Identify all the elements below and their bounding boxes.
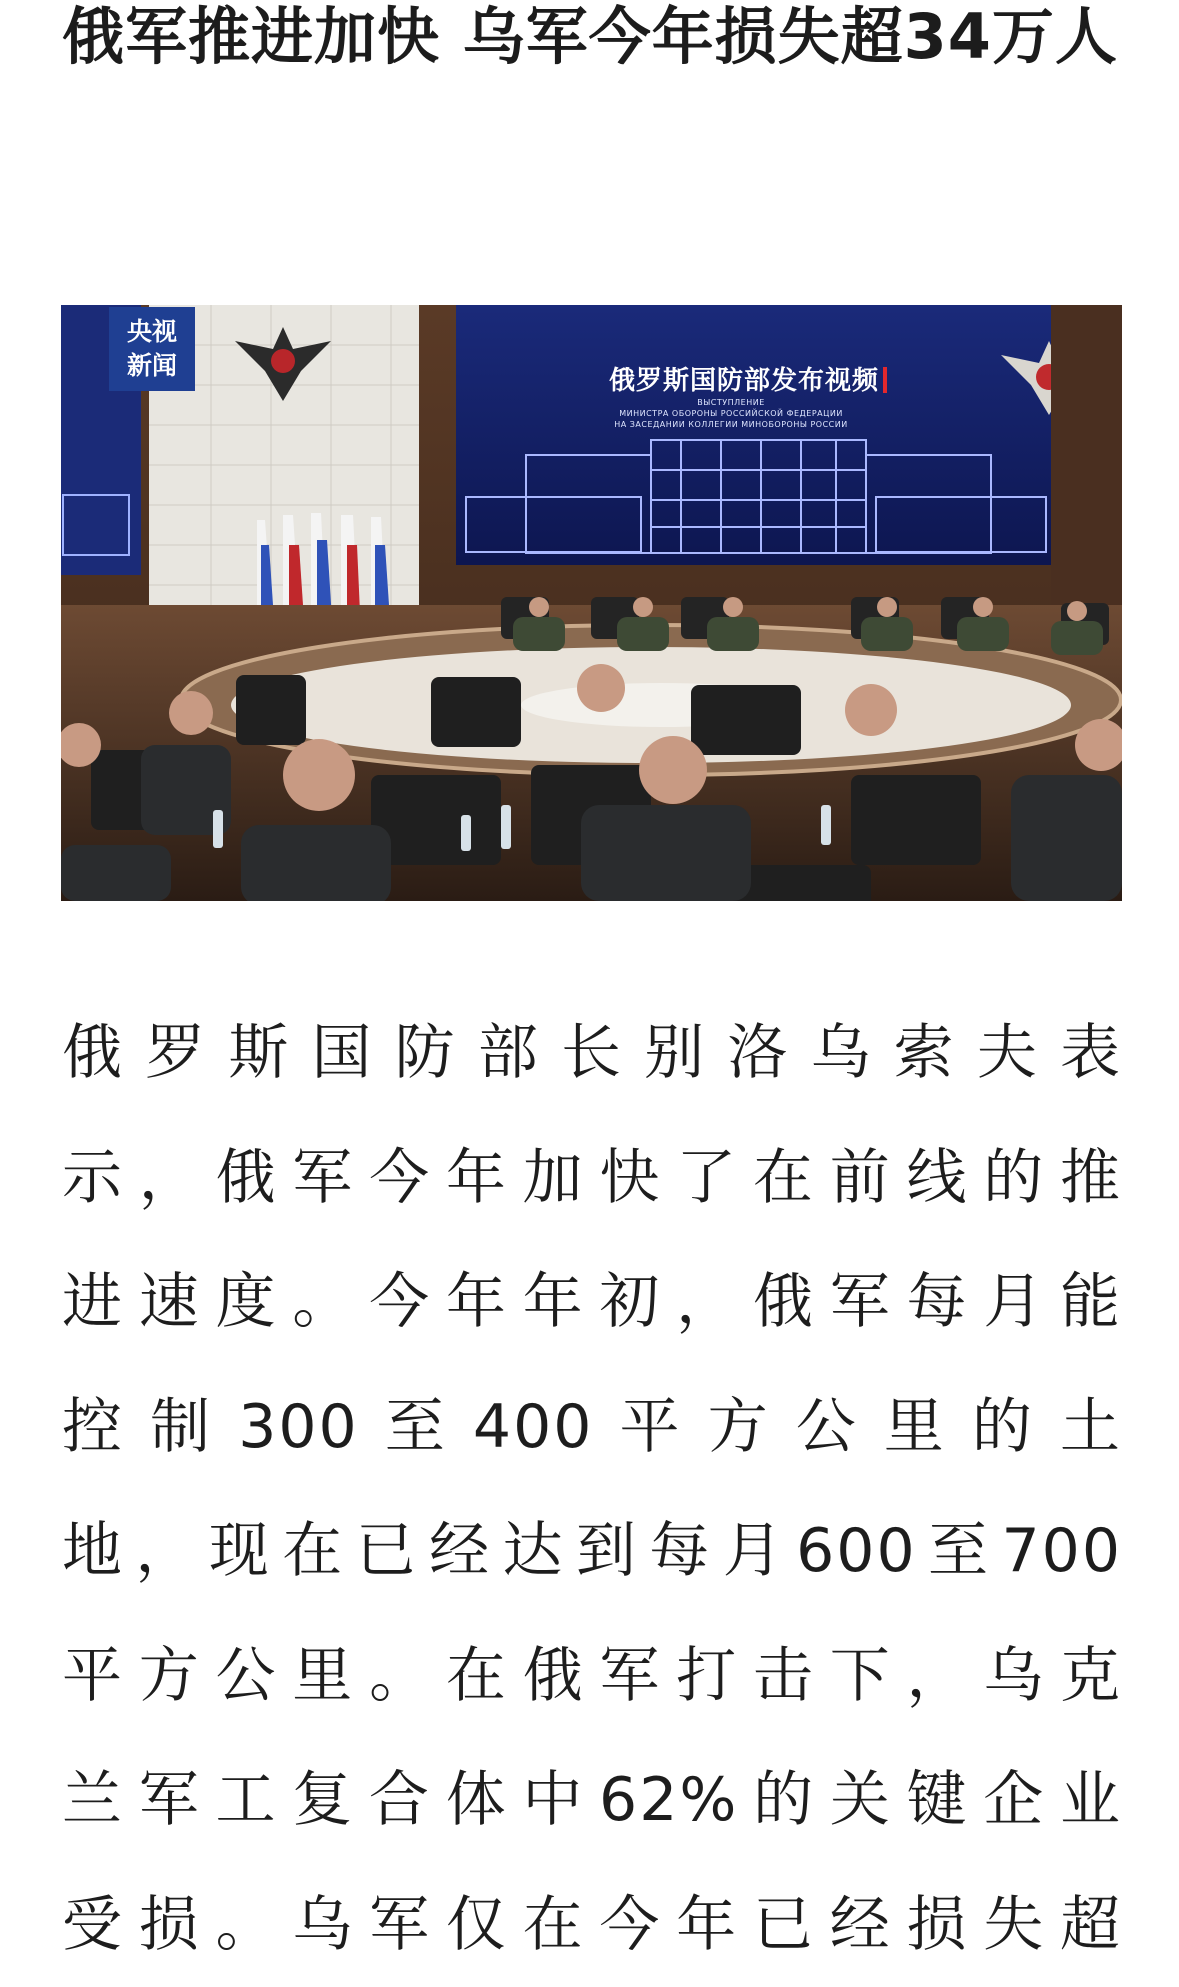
screen-sub-line-3: НА ЗАСЕДАНИИ КОЛЛЕГИИ МИНОБОРОНЫ РОССИИ: [581, 419, 881, 430]
logo-line-1: 央视: [109, 315, 195, 349]
news-video-frame[interactable]: [61, 305, 1122, 901]
body-line: 俄罗斯国防部长别洛乌索夫表: [62, 991, 1122, 1116]
article-title: 俄军推进加快 乌军今年损失超34万人: [62, 0, 1122, 88]
screen-subtitle: [581, 397, 881, 430]
cctv-news-logo: [109, 307, 195, 391]
body-line: 控制300至400平方公里的土: [62, 1365, 1122, 1490]
body-line: 地，现在已经达到每月600至700: [62, 1489, 1122, 1614]
video-caption: [609, 360, 887, 397]
body-line: 兰军工复合体中62%的关键企业: [62, 1738, 1122, 1863]
logo-line-2: 新闻: [109, 349, 195, 383]
video-caption-text: 俄罗斯国防部发布视频: [609, 366, 879, 396]
body-line: 平方公里。在俄军打击下，乌克: [62, 1614, 1122, 1739]
screen-sub-line-2: МИНИСТРА ОБОРОНЫ РОССИЙСКОЙ ФЕДЕРАЦИИ: [581, 408, 881, 419]
body-line: 受损。乌军仅在今年已经损失超: [62, 1863, 1122, 1987]
meeting-scene-image: [61, 305, 1122, 901]
article-body: [62, 991, 1122, 1987]
screen-sub-line-1: ВЫСТУПЛЕНИЕ: [581, 397, 881, 408]
caption-marker-icon: [883, 367, 887, 393]
body-line: 进速度。今年年初，俄军每月能: [62, 1240, 1122, 1365]
body-line: 示，俄军今年加快了在前线的推: [62, 1116, 1122, 1241]
